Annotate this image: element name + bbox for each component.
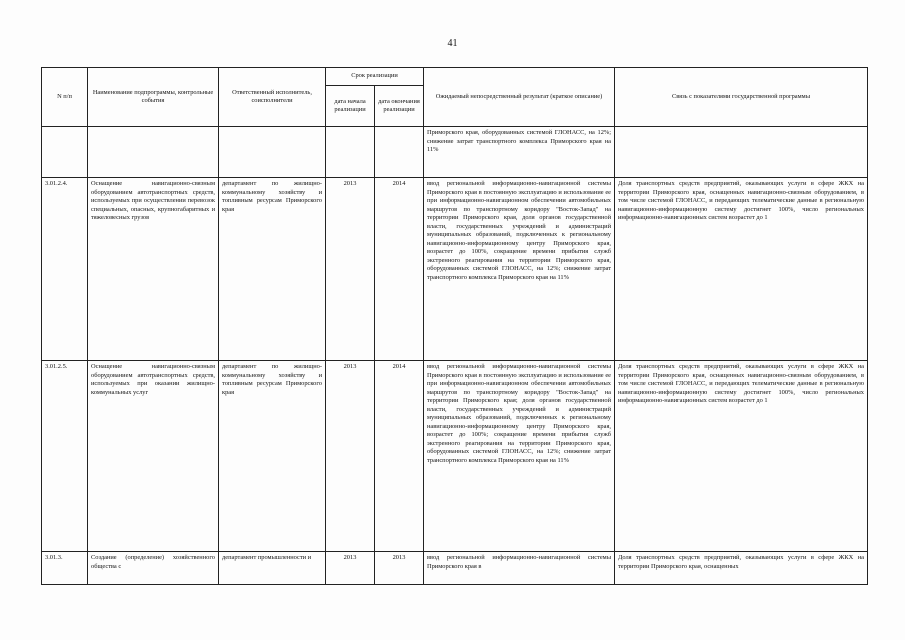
cell-end xyxy=(375,127,424,178)
header-link: Связь с показателями государственной программы xyxy=(615,68,868,127)
table-row xyxy=(42,361,868,552)
cell-name-text: Создание (определение) хозяйственного общества с xyxy=(91,554,215,570)
cell-responsible xyxy=(219,127,326,178)
cell-end: 2014 xyxy=(375,361,424,552)
cell-link: Доля транспортных средств предприятий, оказывающих услуги в сфере ЖКХ на территории Приморского края, оснащенных навигационно-связным оборудованием, в том числе системой ГЛОНАСС, и передающих телематические данные в региональную навигационно-информационную систему достигнет 100%, число региональных информационно-навигационных систем возрастет до 1 xyxy=(615,361,868,552)
header-responsible: Ответственный исполнитель, соисполнители xyxy=(219,68,326,127)
cell-result: ввод региональной информационно-навигационной системы Приморского края в постоянную эксплуатацию и использование ее при информационно-навигационном обеспечении автомобильных маршрутов по транспортному коридору "Восток-Запад" на территории Приморского края; доля органов государственной власти, государственных учреждений и администраций муниципальных образований, подключенных к региональному навигационно-информационному центру Приморского края, возрастет до 100%; сокращение времени прибытия служб экстренного реагирования на территории Приморского края, оборудованных системой ГЛОНАСС, на 12%; снижение затрат транспортного комплекса Приморского края на 11% xyxy=(424,361,615,552)
cell-end: 2013 xyxy=(375,552,424,585)
cell-name: Оснащение навигационно-связным оборудованием автотранспортных средств, используемых при осуществлении перевозок специальных, опасных, крупногабаритных и тяжеловесных грузов xyxy=(88,178,219,361)
cell-result-text: ввод региональной информационно-навигационной системы Приморского края в xyxy=(427,554,611,570)
cell-link-text: Доля транспортных средств предприятий, оказывающих услуги в сфере ЖКХ на территории Приморского края, оснащенных xyxy=(618,554,864,570)
cell-link: Доля транспортных средств предприятий, оказывающих услуги в сфере ЖКХ на территории Приморского края, оснащенных навигационно-связным оборудованием, в том числе системой ГЛОНАСС, и передающих телематические данные в региональную навигационно-информационную систему достигнет 100%, число региональных информационно-навигационных систем возрастет до 1 xyxy=(615,178,868,361)
cell-name xyxy=(88,552,219,585)
table-row-continuation xyxy=(42,127,868,178)
cell-name xyxy=(88,127,219,178)
cell-link xyxy=(615,552,868,585)
cell-responsible xyxy=(219,552,326,585)
header-name: Наименование подпрограммы, контрольные события xyxy=(88,68,219,127)
cell-responsible: департамент по жилищно-коммунальному хозяйству и топливным ресурсам Приморского края xyxy=(219,361,326,552)
cell-result: ввод региональной информационно-навигационной системы Приморского края в постоянную эксплуатацию и использование ее при информационно-навигационном обеспечении автомобильных маршрутов по транспортному коридору "Восток-Запад" на территории Приморского края, доля органов государственной власти, государственных учреждений и администраций муниципальных образований, подключенных к региональному навигационно-информационному центру Приморского края, возрастет до 100%, сокращение времени прибытия служб экстренного реагирования на территории Приморского края, оборудованных системой ГЛОНАСС, на 12%; снижение затрат транспортного комплекса Приморского края на 11% xyxy=(424,178,615,361)
header-term: Срок реализации xyxy=(326,68,424,86)
program-events-table xyxy=(41,67,868,585)
cell-num: 3.01.2.5. xyxy=(42,361,88,552)
cell-responsible-text: департамент промышленности и xyxy=(222,554,312,561)
cell-responsible: департамент по жилищно-коммунальному хозяйству и топливным ресурсам Приморского края xyxy=(219,178,326,361)
cell-num xyxy=(42,127,88,178)
cell-start: 2013 xyxy=(326,361,375,552)
cell-end: 2014 xyxy=(375,178,424,361)
header-result: Ожидаемый непосредственный результат (краткое описание) xyxy=(424,68,615,127)
cell-num: 3.01.2.4. xyxy=(42,178,88,361)
cell-start xyxy=(326,127,375,178)
table-row xyxy=(42,552,868,585)
cell-start: 2013 xyxy=(326,178,375,361)
cell-link xyxy=(615,127,868,178)
header-num: N п/п xyxy=(42,68,88,127)
table-row xyxy=(42,178,868,361)
table-header xyxy=(42,68,868,127)
cell-start: 2013 xyxy=(326,552,375,585)
cell-num: 3.01.3. xyxy=(42,552,88,585)
cell-result xyxy=(424,552,615,585)
header-end: дата окончания реализации xyxy=(375,86,424,127)
cell-result: Приморского края, оборудованных системой ГЛОНАСС, на 12%; снижение затрат транспортного комплекса Приморского края на 11% xyxy=(424,127,615,178)
page-number: 41 xyxy=(447,38,458,49)
cell-name: Оснащение навигационно-связным оборудованием автотранспортных средств, используемых при оказании жилищно-коммунальных услуг xyxy=(88,361,219,552)
header-start: дата начала реализации xyxy=(326,86,375,127)
